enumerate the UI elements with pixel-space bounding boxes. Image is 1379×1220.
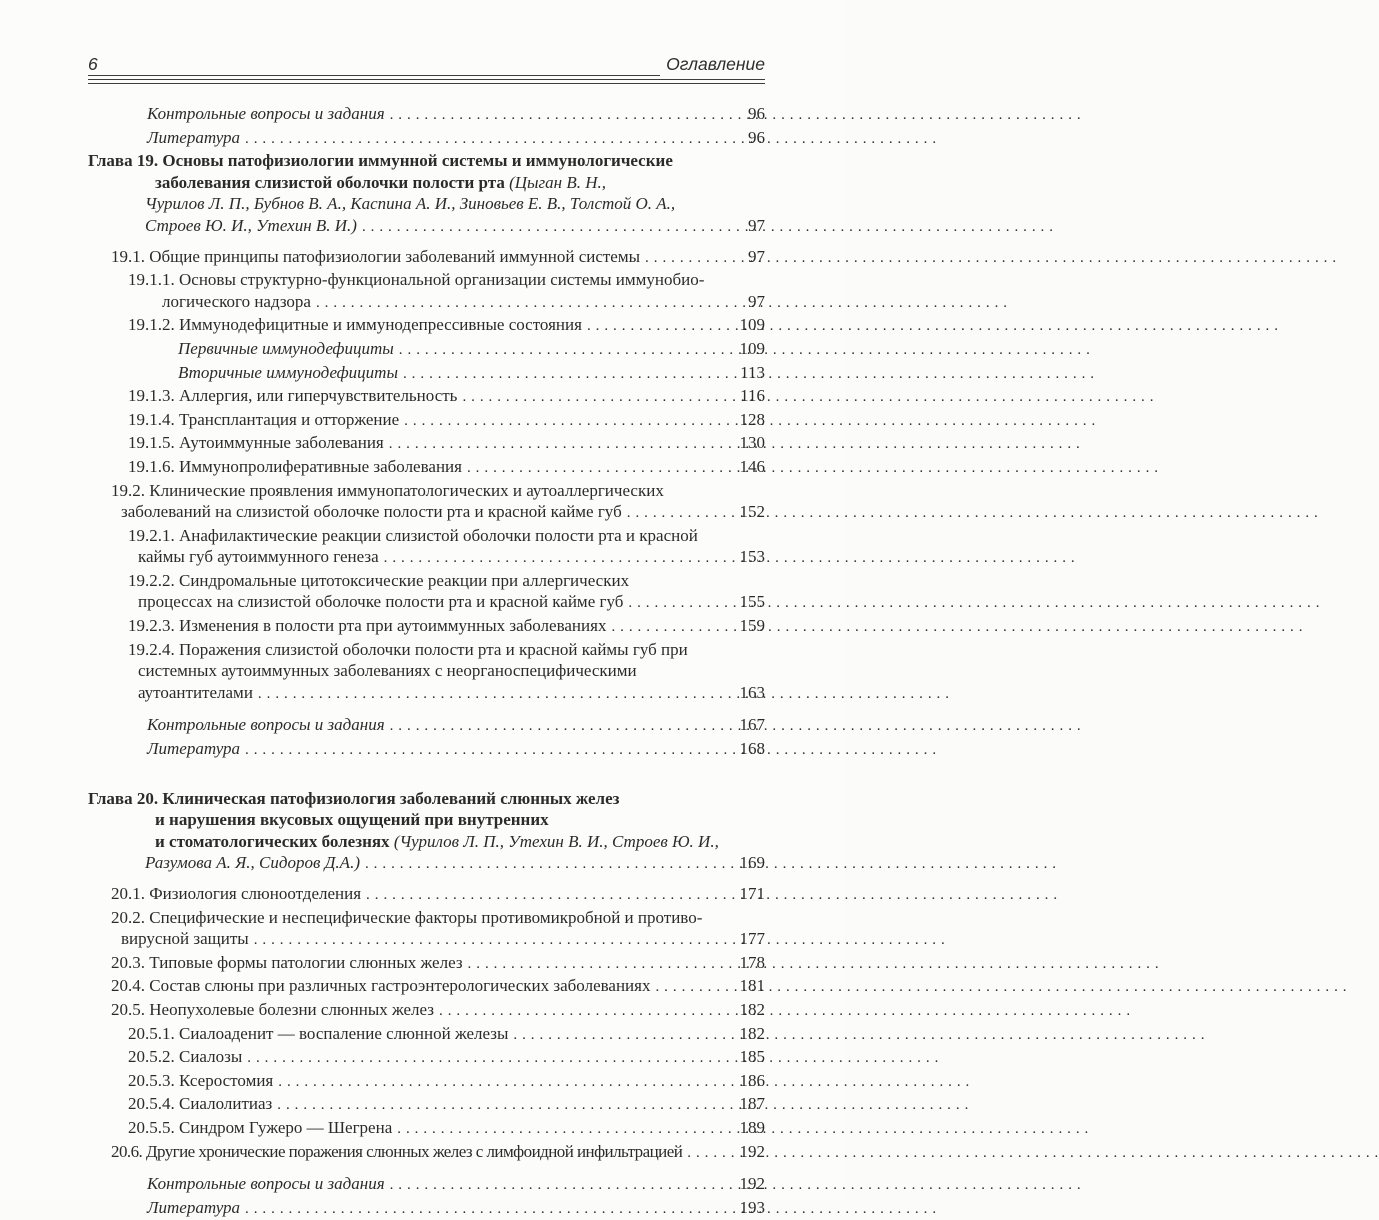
toc-entry [88, 127, 765, 151]
toc-entry-line [88, 215, 765, 239]
dot-leader [390, 105, 729, 127]
toc-entry-text: 20.5.2. Сиалозы [128, 1047, 243, 1067]
dot-leader [397, 1119, 729, 1141]
toc-entry-text: 19.2.4. Поражения слизистой оболочки полости рта и красной каймы губ при [128, 639, 688, 659]
toc-entry-text: Глава 20. Клиническая патофизиология заболеваний слюнных желез [88, 788, 620, 808]
toc-entry [88, 615, 765, 639]
toc-page-number: 177 [739, 929, 765, 949]
toc-entry-text: 19.1.3. Аллергия, или гиперчувствительность [128, 386, 458, 406]
page-number: 6 [88, 54, 98, 74]
toc-entry [88, 975, 765, 999]
toc-entry-text: Строев Ю. И., Утехин В. И.) [145, 215, 357, 235]
dot-leader [467, 458, 729, 480]
toc-entry-line [88, 660, 765, 682]
toc-entry-text: логического надзора [162, 291, 311, 311]
toc-entry [88, 314, 765, 338]
toc-page-number: 171 [739, 884, 765, 903]
toc-entry-line [88, 338, 765, 362]
dot-leader [277, 1095, 729, 1117]
dot-leader [278, 1072, 729, 1094]
toc-page-number: 182 [739, 999, 765, 1019]
toc-entry [88, 788, 765, 876]
toc-entry-line [88, 246, 765, 270]
dot-leader [462, 387, 729, 409]
dot-leader [247, 1048, 729, 1070]
toc-entry [88, 103, 765, 127]
toc-page-number: 193 [739, 1197, 765, 1217]
toc-entry-text: Контрольные вопросы и задания [147, 104, 385, 123]
toc-page-number: 116 [740, 386, 765, 406]
toc-page-number: 128 [739, 409, 765, 429]
running-title: Оглавление [666, 54, 765, 74]
toc-entry-text: 20.5.4. Сиалолитиаз [128, 1094, 273, 1114]
toc-entry-text: Контрольные вопросы и задания [147, 1174, 385, 1194]
toc-page-number: 109 [739, 315, 765, 335]
toc-page-number: 181 [739, 976, 765, 996]
dot-leader [362, 217, 729, 239]
toc-entry-line [88, 1093, 765, 1117]
header-rule-double [88, 79, 765, 84]
dot-leader [245, 1199, 729, 1220]
toc-entry-text: системных аутоиммунных заболеваниях с неорганоспецифическими [138, 661, 637, 681]
toc-entry-text: и стоматологических болезнях (Чурилов Л. П., Утехин В. И., Строев Ю. И., [155, 831, 719, 851]
toc-entry-line [88, 1046, 765, 1070]
toc-entry-text: Чурилов Л. П., Бубнов В. А., Каспина А. И., Зиновьев Е. В., Толстой О. А., [145, 194, 676, 214]
toc-entry-text: 20.1. Физиология слюноотделения [111, 884, 362, 903]
toc-entry [88, 570, 765, 615]
toc-entry-line [88, 103, 765, 127]
toc-entry [88, 1046, 765, 1070]
dot-leader [655, 977, 729, 999]
dot-leader [384, 548, 729, 570]
toc-entry [88, 639, 765, 706]
toc-entry [88, 883, 765, 907]
toc-entry-line [88, 172, 765, 194]
toc-entry-text: процессах на слизистой оболочке полости рта и красной кайме губ [138, 592, 624, 612]
toc-entry-line [88, 362, 765, 386]
toc-entry-text: и нарушения вкусовых ощущений при внутренних [155, 810, 549, 830]
dot-leader [316, 293, 729, 315]
toc-page-number: 185 [739, 1047, 765, 1067]
toc-entry [88, 999, 765, 1023]
dot-leader [468, 954, 729, 976]
toc-entry-line [88, 883, 765, 907]
toc-entry-text: 19.1.2. Иммунодефицитные и иммунодепрессивные состояния [128, 315, 582, 335]
toc-entry [88, 246, 765, 270]
toc-entry-text: Глава 19. Основы патофизиологии иммунной системы и иммунологические [88, 151, 673, 171]
toc-page-number: 97 [748, 215, 765, 235]
toc-page-number: 130 [739, 433, 765, 453]
dot-leader [245, 129, 729, 151]
toc-entry-text: Литература [147, 739, 241, 759]
toc-page-number: 178 [739, 952, 765, 972]
toc-entry-text: вирусной защиты [121, 929, 249, 949]
toc-entry [88, 1141, 765, 1165]
toc-entry-text: 19.1.4. Трансплантация и отторжение [128, 409, 400, 429]
toc-entry-line [88, 432, 765, 456]
dot-leader [390, 716, 729, 738]
toc-entry-text: каймы губ аутоиммунного генеза [138, 547, 379, 567]
toc-entry-text: 19.1.5. Аутоиммунные заболевания [128, 433, 384, 453]
toc-entry-line [88, 1023, 765, 1047]
toc-entry-line [88, 852, 765, 876]
toc-page-number: 186 [739, 1070, 765, 1090]
page-header [88, 0, 765, 84]
toc-entry-line [88, 269, 765, 291]
toc-entry-line [88, 1197, 765, 1220]
dot-leader [389, 434, 729, 456]
toc-entry-text: 20.4. Состав слюны при различных гастроэнтерологических заболеваниях [111, 976, 651, 996]
toc-entry-text: 20.5.3. Ксеростомия [128, 1070, 274, 1090]
toc-entry-line [88, 570, 765, 592]
toc-entry [88, 456, 765, 480]
toc-entry-text: 20.3. Типовые формы патологии слюнных желез [111, 952, 463, 972]
toc-entry-text: 19.2.2. Синдромальные цитотоксические реакции при аллергических [128, 570, 630, 590]
dot-leader [365, 854, 729, 876]
toc-page-number: 182 [739, 1023, 765, 1043]
toc-page-number: 97 [748, 246, 765, 266]
toc-entry [88, 432, 765, 456]
toc-entry-text: 20.6. Другие хронические поражения слюнных желез с лимфоидной инфильтрацией [111, 1141, 683, 1161]
toc-entry-text: 20.5.5. Синдром Гужеро — Шегрена [128, 1117, 393, 1137]
toc-entry-text: 19.1.1. Основы структурно-функциональной организации системы иммунобио- [128, 270, 705, 290]
toc-entry-text: Литература [147, 127, 241, 147]
toc-entries [88, 84, 765, 1220]
toc-entry-line [88, 385, 765, 409]
header-rule-thin [88, 75, 660, 76]
toc-entry-text: аутоантителами [138, 682, 253, 702]
dot-leader [628, 593, 729, 615]
toc-entry-text: 20.2. Специфические и неспецифические факторы противомикробной и противо- [111, 907, 703, 927]
toc-entry-line [88, 809, 765, 831]
toc-entry [88, 738, 765, 762]
toc-entry-text: 19.2.1. Анафилактические реакции слизистой оболочки полости рта и красной [128, 525, 698, 545]
toc-entry [88, 1093, 765, 1117]
toc-entry [88, 409, 765, 433]
toc-entry-line [88, 999, 765, 1023]
dot-leader [645, 248, 729, 270]
toc-entry [88, 714, 765, 738]
toc-entry-line [88, 546, 765, 570]
toc-entry [88, 907, 765, 952]
toc-entry-line [88, 714, 765, 738]
toc-page-number: 152 [739, 502, 765, 522]
dot-leader [587, 316, 729, 338]
toc-page-number: 96 [748, 104, 765, 123]
toc-entry-text: заболевания слизистой оболочки полости рта (Цыган В. Н., [155, 172, 607, 192]
toc-entry-line [88, 150, 765, 172]
toc-page-number: 153 [739, 547, 765, 567]
toc-entry-text: 19.1. Общие принципы патофизиологии заболеваний иммунной системы [111, 246, 641, 266]
toc-entry-text: Вторичные иммунодефициты [178, 362, 398, 382]
toc-entry-line [88, 501, 765, 525]
toc-page-number: 155 [739, 592, 765, 612]
dot-leader [513, 1025, 729, 1047]
toc-entry-text: 19.2. Клинические проявления иммунопатологических и аутоаллергических [111, 480, 664, 500]
toc-page-number: 96 [748, 127, 765, 147]
toc-entry-line [88, 314, 765, 338]
toc-page-number: 109 [739, 338, 765, 358]
dot-leader [366, 885, 729, 907]
toc-entry-line [88, 907, 765, 929]
toc-page-number: 159 [739, 616, 765, 636]
toc-entry-line [88, 1141, 765, 1165]
toc-entry-text: Первичные иммунодефициты [178, 338, 394, 358]
toc-entry-text: 19.2.3. Изменения в полости рта при аутоиммунных заболеваниях [128, 616, 607, 636]
toc-entry [88, 1197, 765, 1220]
toc-page-number: 146 [739, 456, 765, 476]
toc-entry [88, 952, 765, 976]
dot-leader [439, 1001, 729, 1023]
toc-entry-text: 20.5. Неопухолевые болезни слюнных желез [111, 999, 435, 1019]
toc-page-number: 163 [739, 682, 765, 702]
toc-entry-text: Литература [147, 1197, 241, 1217]
toc-page-number: 189 [739, 1117, 765, 1137]
dot-leader [258, 684, 729, 706]
toc-page-number: 168 [739, 739, 765, 759]
toc-entry-line [88, 1070, 765, 1094]
dot-leader [403, 364, 729, 386]
toc-entry-line [88, 591, 765, 615]
toc-entry-line [88, 831, 765, 853]
toc-entry-line [88, 928, 765, 952]
toc-entry [88, 150, 765, 238]
dot-leader [390, 1175, 729, 1197]
toc-entry [88, 338, 765, 362]
toc-entry-line [88, 456, 765, 480]
dot-leader [254, 930, 729, 952]
toc-entry-line [88, 193, 765, 215]
toc-entry-text: 19.1.6. Иммунопролиферативные заболевания [128, 456, 462, 476]
toc-entry-line [88, 682, 765, 706]
dot-leader [627, 503, 729, 525]
toc-entry-line [88, 788, 765, 810]
toc-page-number: 192 [739, 1141, 765, 1161]
toc-entry [88, 362, 765, 386]
dot-leader [687, 1143, 729, 1165]
toc-entry [88, 385, 765, 409]
toc-page-number: 97 [748, 291, 765, 311]
dot-leader [245, 740, 729, 762]
toc-entry [88, 480, 765, 525]
toc-entry-line [88, 525, 765, 547]
toc-entry-line [88, 975, 765, 999]
header-row [88, 0, 765, 74]
toc-entry [88, 525, 765, 570]
toc-page-number: 167 [739, 715, 765, 735]
toc-entry-text: 20.5.1. Сиалоаденит — воспаление слюнной железы [128, 1023, 509, 1043]
dot-leader [404, 411, 729, 433]
toc-page-number: 169 [739, 853, 765, 873]
toc-entry-line [88, 127, 765, 151]
toc-entry-line [88, 409, 765, 433]
toc-entry-text: Контрольные вопросы и задания [147, 715, 385, 735]
toc-entry [88, 1070, 765, 1094]
toc-entry-line [88, 1117, 765, 1141]
toc-page-number: 113 [740, 362, 765, 382]
toc-entry-line [88, 480, 765, 502]
toc-entry-line [88, 1173, 765, 1197]
dot-leader [399, 340, 729, 362]
toc-entry-line [88, 615, 765, 639]
toc-entry-line [88, 639, 765, 661]
toc-entry-text: заболеваний на слизистой оболочке полости рта и красной кайме губ [121, 502, 622, 522]
toc-page-number: 192 [739, 1174, 765, 1194]
dot-leader [611, 617, 729, 639]
toc-entry [88, 269, 765, 314]
toc-entry [88, 1023, 765, 1047]
toc-page-number: 187 [739, 1094, 765, 1114]
toc-entry-line [88, 291, 765, 315]
toc-entry [88, 1117, 765, 1141]
toc-entry-text: Разумова А. Я., Сидоров Д.А.) [145, 853, 360, 873]
toc-entry-line [88, 952, 765, 976]
toc-entry-line [88, 738, 765, 762]
toc-entry [88, 1173, 765, 1197]
